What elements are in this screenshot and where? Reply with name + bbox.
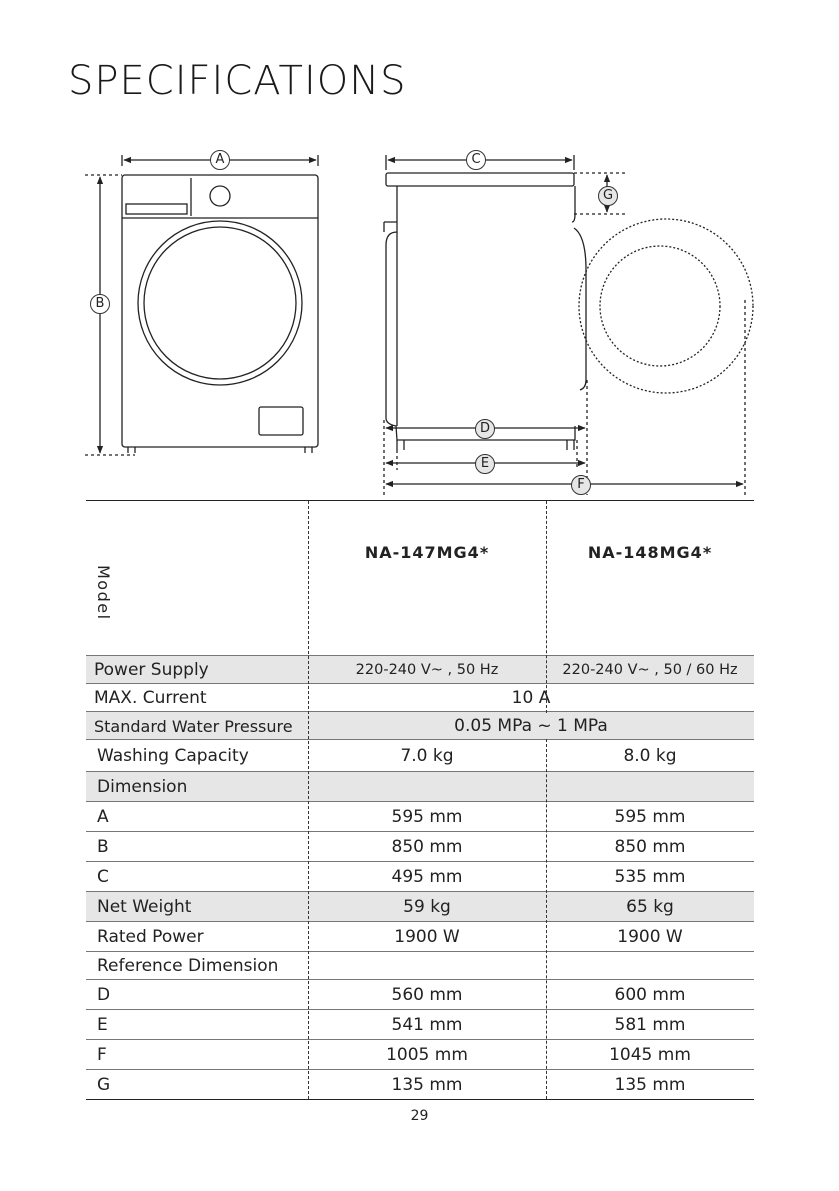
side-view-outline xyxy=(384,173,753,450)
dimension-label-c: C xyxy=(466,150,486,170)
table-row: MAX. Current 10 A xyxy=(86,683,754,712)
column-divider xyxy=(546,501,547,713)
dimension-label-f: F xyxy=(571,475,591,495)
washing-machine-diagram xyxy=(0,0,839,500)
table-row: Standard Water Pressure 0.05 MPa ~ 1 MPa xyxy=(86,711,754,740)
dimension-label-d: D xyxy=(475,419,495,439)
spec-table xyxy=(86,500,754,1100)
model-name: NA-148MG4* xyxy=(587,543,713,562)
table-row: Net Weight 59 kg 65 kg xyxy=(86,891,754,922)
column-divider xyxy=(546,739,547,1099)
table-row: D 560 mm 600 mm xyxy=(86,979,754,1010)
column-divider xyxy=(308,501,309,1099)
table-row: B 850 mm 850 mm xyxy=(86,831,754,862)
dimension-label-g: G xyxy=(598,186,618,206)
table-row: C 495 mm 535 mm xyxy=(86,861,754,892)
table-header-row xyxy=(86,501,754,654)
table-row: Power Supply 220-240 V~ , 50 Hz 220-240 V~ , 50 / 60 Hz xyxy=(86,655,754,684)
table-row: G 135 mm 135 mm xyxy=(86,1069,754,1100)
dimension-label-a: A xyxy=(210,150,230,170)
model-header: Model xyxy=(94,565,113,621)
dimension-label-b: B xyxy=(90,294,110,314)
model-name: NA-147MG4* xyxy=(364,543,490,562)
table-row: A 595 mm 595 mm xyxy=(86,801,754,832)
table-row: E 541 mm 581 mm xyxy=(86,1009,754,1040)
table-row: Dimension xyxy=(86,771,754,802)
table-row: Reference Dimension xyxy=(86,951,754,980)
table-row: F 1005 mm 1045 mm xyxy=(86,1039,754,1070)
dimension-label-e: E xyxy=(475,454,495,474)
front-view-outline xyxy=(122,175,318,453)
page-number: 29 xyxy=(410,1108,429,1124)
table-row: Washing Capacity 7.0 kg 8.0 kg xyxy=(86,739,754,772)
table-row: Rated Power 1900 W 1900 W xyxy=(86,921,754,952)
page-title: SPECIFICATIONS xyxy=(68,58,407,104)
